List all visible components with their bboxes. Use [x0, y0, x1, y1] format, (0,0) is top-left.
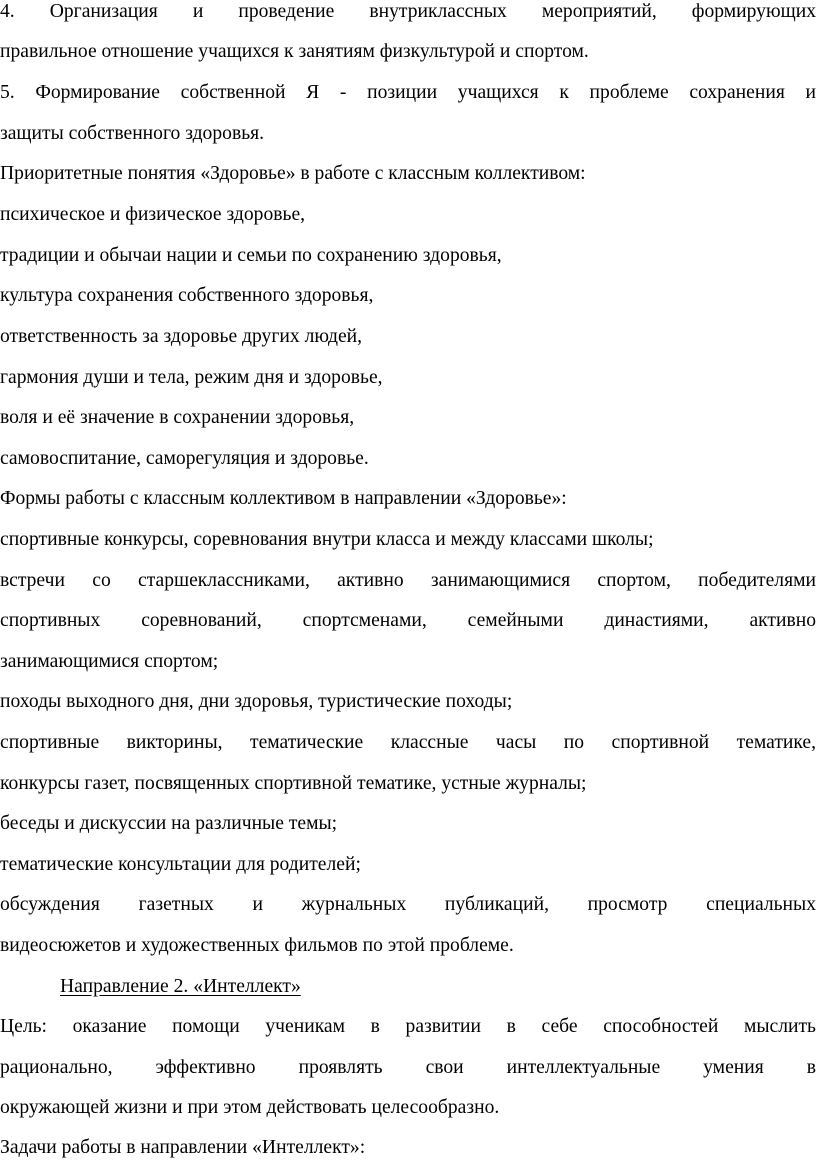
text-line: Приоритетные понятия «Здоровье» в работе с классным коллективом:	[0, 163, 586, 184]
list-item: культура сохранения собственного здоровья,	[0, 285, 374, 306]
section-heading	[60, 975, 301, 999]
list-item: ответственность за здоровье других людей,	[0, 326, 363, 347]
text-line: Цель: оказание помощи ученикам в развитии в себе способностей мыслить	[0, 1016, 816, 1037]
text-line: занимающимися спортом;	[0, 651, 219, 672]
list-item: психическое и физическое здоровье,	[0, 204, 306, 225]
text-line: спортивных соревнований, спортсменами, семейными династиями, активно	[0, 610, 816, 631]
list-item: спортивные конкурсы, соревнования внутри класса и между классами школы;	[0, 529, 654, 550]
text-line: Формы работы с классным коллективом в направлении «Здоровье»:	[0, 488, 567, 509]
section-heading-text: Направление 2. «Интеллект»	[60, 976, 301, 997]
list-item: обсуждения газетных и журнальных публикаций, просмотр специальных	[0, 894, 816, 915]
text-line: Задачи работы в направлении «Интеллект»:	[0, 1137, 366, 1158]
text-line: рационально, эффективно проявлять свои интеллектуальные умения в	[0, 1057, 816, 1078]
list-item: самовоспитание, саморегуляция и здоровье.	[0, 448, 369, 469]
text-line: конкурсы газет, посвященных спортивной тематике, устные журналы;	[0, 773, 587, 794]
list-item: беседы и дискуссии на различные темы;	[0, 813, 338, 834]
text-line: видеосюжетов и художественных фильмов по этой проблеме.	[0, 935, 514, 956]
text-line: окружающей жизни и при этом действовать целесообразно.	[0, 1097, 500, 1118]
list-item: встречи со старшеклассниками, активно занимающимися спортом, победителями	[0, 570, 816, 591]
list-item: походы выходного дня, дни здоровья, туристические походы;	[0, 691, 513, 712]
list-item: гармония души и тела, режим дня и здоровье,	[0, 367, 383, 388]
text-line: 5. Формирование собственной Я - позиции учащихся к проблеме сохранения и	[0, 82, 816, 103]
text-line: 4. Организация и проведение внутриклассных мероприятий, формирующих	[0, 1, 816, 22]
list-item: тематические консультации для родителей;	[0, 854, 361, 875]
text-line: правильное отношение учащихся к занятиям физкультурой и спортом.	[0, 41, 589, 62]
text-line: защиты собственного здоровья.	[0, 123, 265, 144]
list-item: воля и её значение в сохранении здоровья,	[0, 407, 355, 428]
list-item: традиции и обычаи нации и семьи по сохранению здоровья,	[0, 245, 502, 266]
list-item: спортивные викторины, тематические классные часы по спортивной тематике,	[0, 732, 816, 753]
